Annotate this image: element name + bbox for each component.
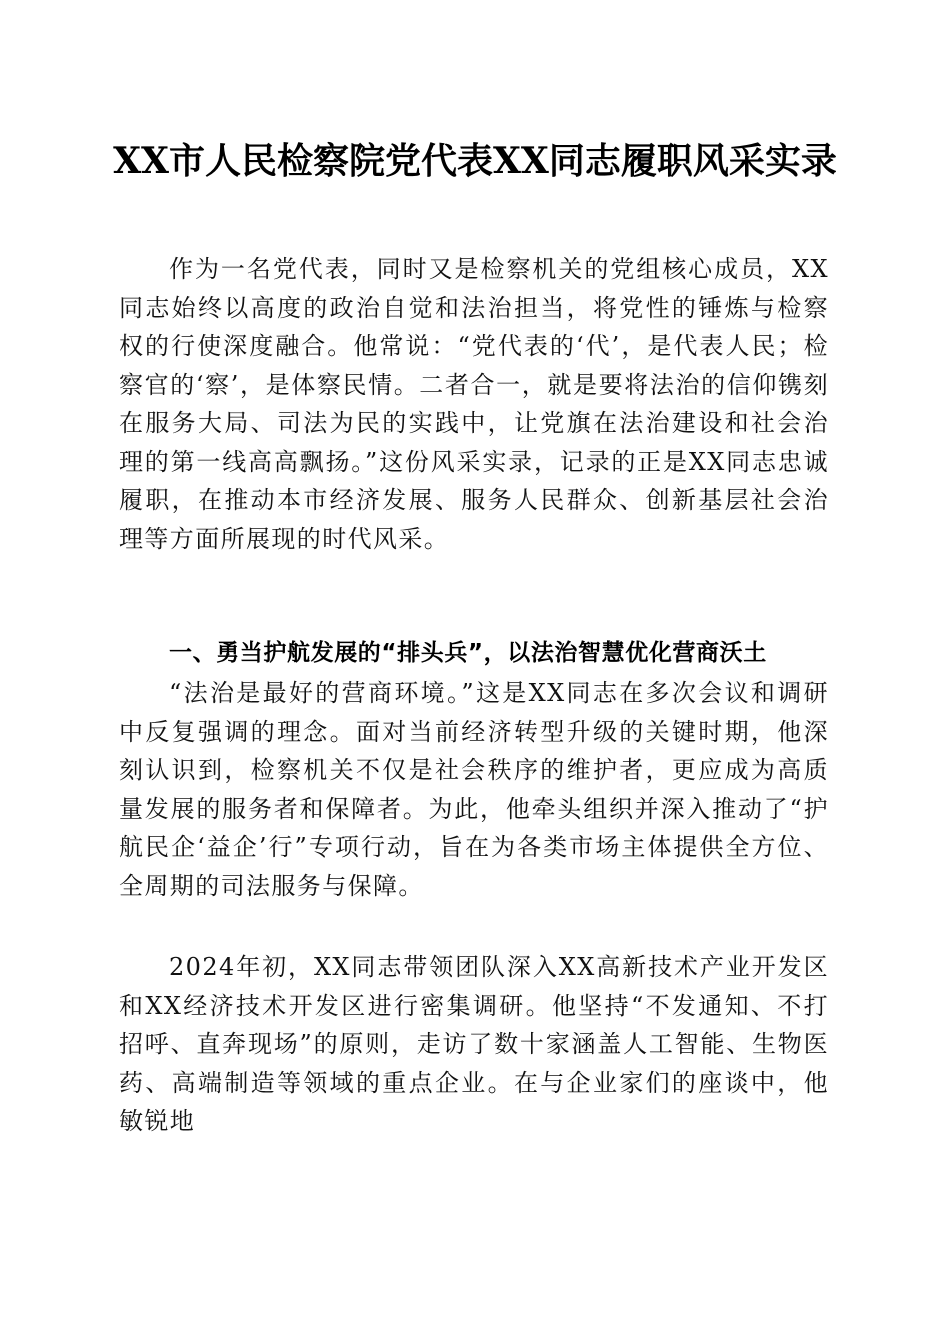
section-heading: 一、勇当护航发展的“排头兵”，以法治智慧优化营商沃土 [169, 640, 767, 666]
section-paragraph-1: “法治是最好的营商环境。”这是XX同志在多次会议和调研中反复强调的理念。面对当前经济转型升级的关键时期，他深刻认识到，检察机关不仅是社会秩序的维护者，更应成为高质量发展的服务者和保障者。为此，他牵头组织并深入推动了“护航民企‘益企’行”专项行动，旨在为各类市场主体提供全方位、全周期的司法服务与保障。 [119, 679, 829, 900]
section-paragraph-2: 2024年初，XX同志带领团队深入XX高新技术产业开发区和XX经济技术开发区进行密集调研。他坚持“不发通知、不打招呼、直奔现场”的原则，走访了数十家涵盖人工智能、生物医药、高端制造等领域的重点企业。在与企业家们的座谈中，他敏锐地 [119, 953, 829, 1135]
intro-paragraph: 作为一名党代表，同时又是检察机关的党组核心成员，XX同志始终以高度的政治自觉和法治担当，将党性的锤炼与检察权的行使深度融合。他常说：“党代表的‘代’，是代表人民；检察官的‘察’，是体察民情。二者合一，就是要将法治的信仰镌刻在服务大局、司法为民的实践中，让党旗在法治建设和社会治理的第一线高高飘扬。”这份风采实录，记录的正是XX同志忠诚履职，在推动本市经济发展、服务人民群众、创新基层社会治理等方面所展现的时代风采。 [119, 255, 829, 553]
document-title: XX市人民检察院党代表XX同志履职风采实录 [113, 140, 837, 182]
